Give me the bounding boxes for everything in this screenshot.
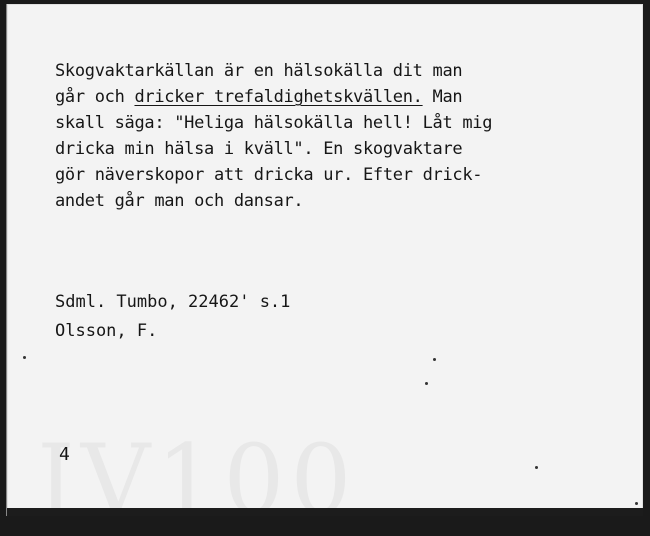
- dust-speck: [23, 356, 26, 359]
- dust-speck: [635, 502, 638, 505]
- text-line-5: gör näverskopor att dricka ur. Efter drick-: [55, 165, 483, 185]
- card-bottom-edge: [7, 508, 643, 516]
- text-line-2-end: Man: [422, 87, 463, 107]
- text-line-2: [55, 84, 615, 110]
- text-line-4: dricka min hälsa i kväll". En skogvaktare: [55, 139, 463, 159]
- text-line-6: andet går man och dansar.: [55, 191, 304, 211]
- underlined-phrase: dricker trefaldighetskvällen.: [134, 87, 423, 107]
- text-line-1: Skogvaktarkällan är en hälsokälla dit man: [55, 61, 463, 81]
- watermark-stamp: [37, 424, 357, 536]
- citation-source: Sdml. Tumbo, 22462' s.1: [55, 292, 291, 312]
- text-line-2-start: går och: [55, 87, 135, 107]
- card-body-text: [55, 58, 615, 214]
- dust-speck: [433, 358, 436, 361]
- citation-recorder: Olsson, F.: [55, 321, 158, 341]
- dust-speck: [535, 466, 538, 469]
- source-citation: [55, 288, 290, 346]
- card-number: 4: [59, 444, 70, 465]
- text-line-3: skall säga: "Heliga hälsokälla hell! Låt mig: [55, 113, 493, 133]
- index-card: [6, 4, 643, 516]
- dust-speck: [425, 382, 428, 385]
